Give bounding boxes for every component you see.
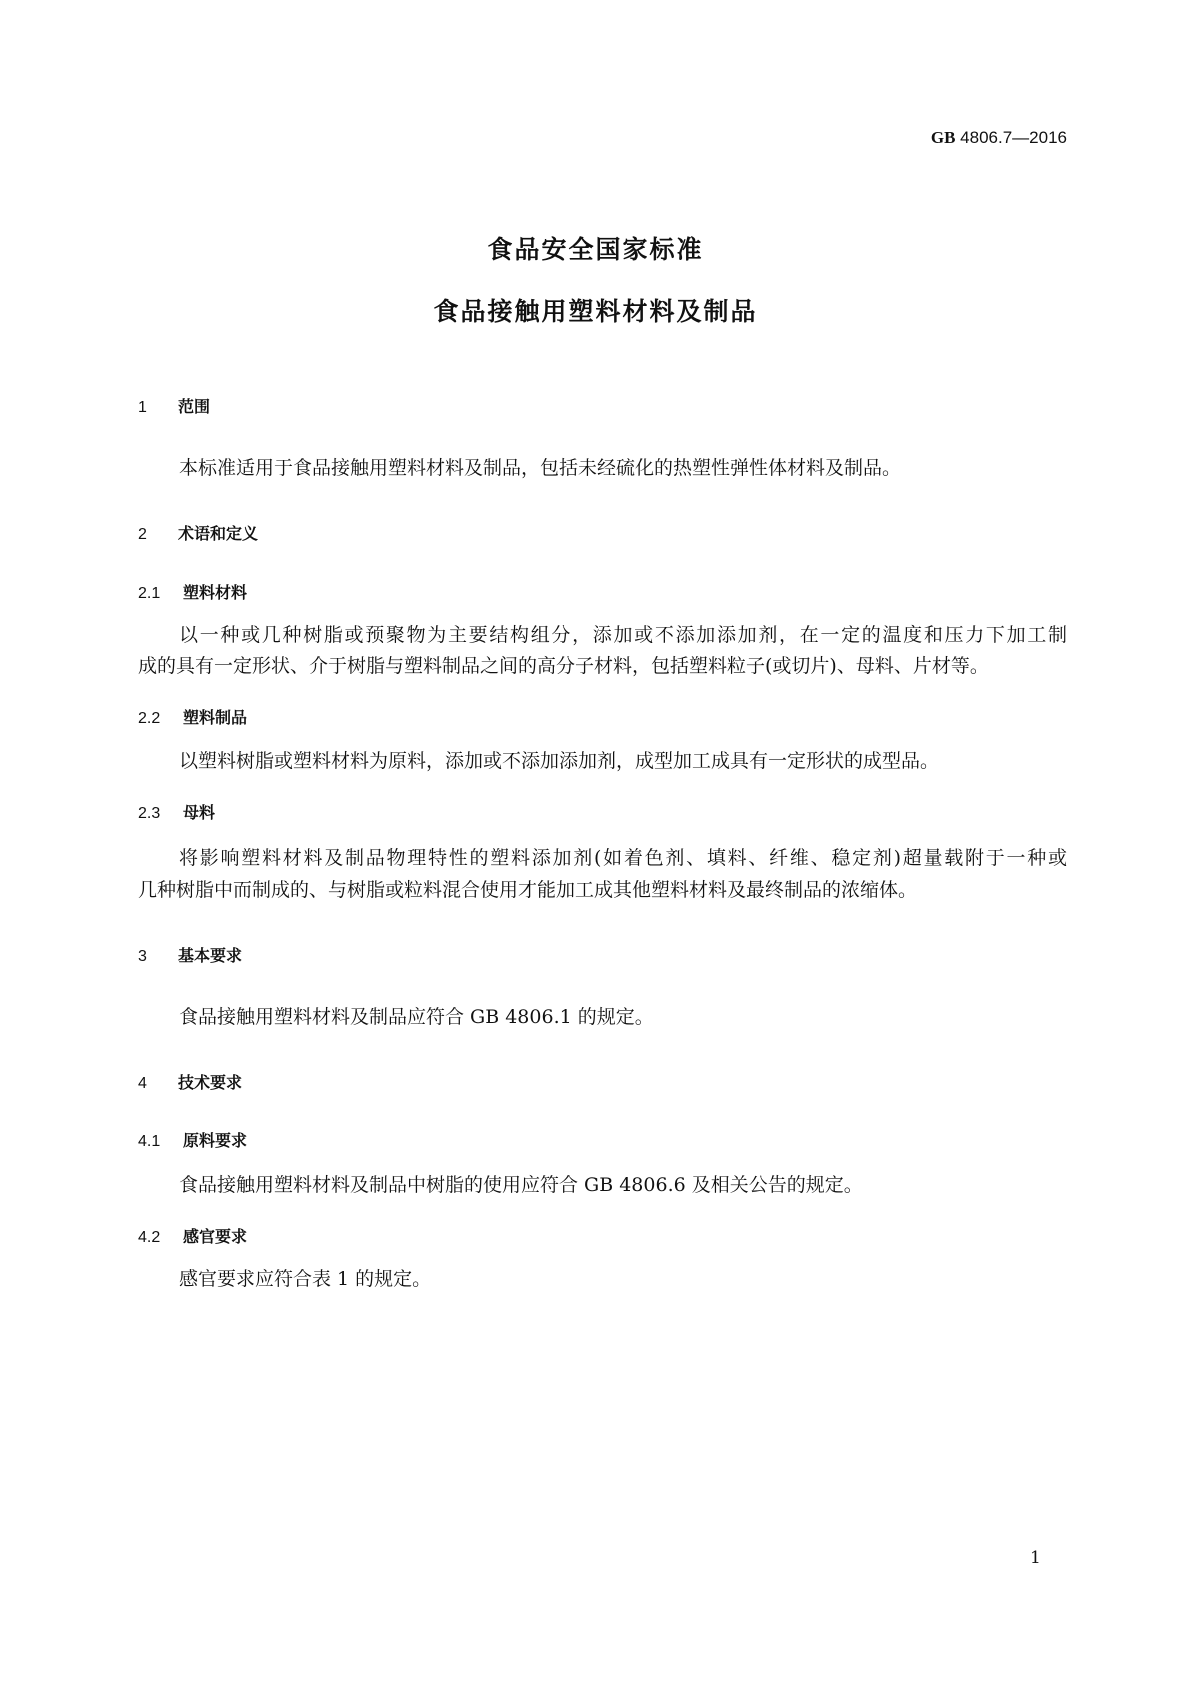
heading-3: 3 基本要求 [138, 946, 243, 965]
para-2-3-line2: 几种树脂中而制成的、与树脂或粒料混合使用才能加工成其他塑料材料及最终制品的浓缩体。 [138, 879, 918, 901]
heading-4-2: 4.2 感官要求 [138, 1227, 248, 1246]
standard-number: 4806.7—2016 [960, 128, 1067, 147]
heading-2-2: 2.2 塑料制品 [138, 708, 248, 727]
heading-2-3: 2.3 母料 [138, 803, 216, 822]
para-2-1-line1: 以一种或几种树脂或预聚物为主要结构组分，添加或不添加添加剂，在一定的温度和压力下加工制 [179, 624, 1067, 646]
heading-4: 4 技术要求 [138, 1073, 243, 1092]
doc-subtitle: 食品接触用塑料材料及制品 [433, 297, 758, 326]
heading-4-1: 4.1 原料要求 [138, 1131, 248, 1150]
heading-2-1: 2.1 塑料材料 [138, 583, 248, 602]
page-number: 1 [1030, 1548, 1041, 1568]
heading-1: 1 范围 [138, 397, 211, 416]
para-2-2: 以塑料树脂或塑料材料为原料，添加或不添加添加剂，成型加工成具有一定形状的成型品。 [179, 750, 940, 772]
para-4-1: 食品接触用塑料材料及制品中树脂的使用应符合 GB 4806.6 及相关公告的规定。 [179, 1174, 863, 1196]
standard-code [931, 128, 1067, 148]
heading-2: 2 术语和定义 [138, 524, 259, 543]
para-2-3-line1: 将影响塑料材料及制品物理特性的塑料添加剂(如着色剂、填料、纤维、稳定剂)超量载附于一种或 [179, 847, 1067, 869]
para-4-2: 感官要求应符合表 1 的规定。 [179, 1268, 432, 1290]
para-2-1-line2: 成的具有一定形状、介于树脂与塑料制品之间的高分子材料，包括塑料粒子(或切片)、母料、片材等。 [138, 655, 989, 677]
doc-title: 食品安全国家标准 [487, 235, 704, 264]
standard-prefix: GB [930, 128, 956, 147]
para-3: 食品接触用塑料材料及制品应符合 GB 4806.1 的规定。 [179, 1006, 654, 1028]
para-1: 本标准适用于食品接触用塑料材料及制品，包括未经硫化的热塑性弹性体材料及制品。 [179, 457, 902, 479]
